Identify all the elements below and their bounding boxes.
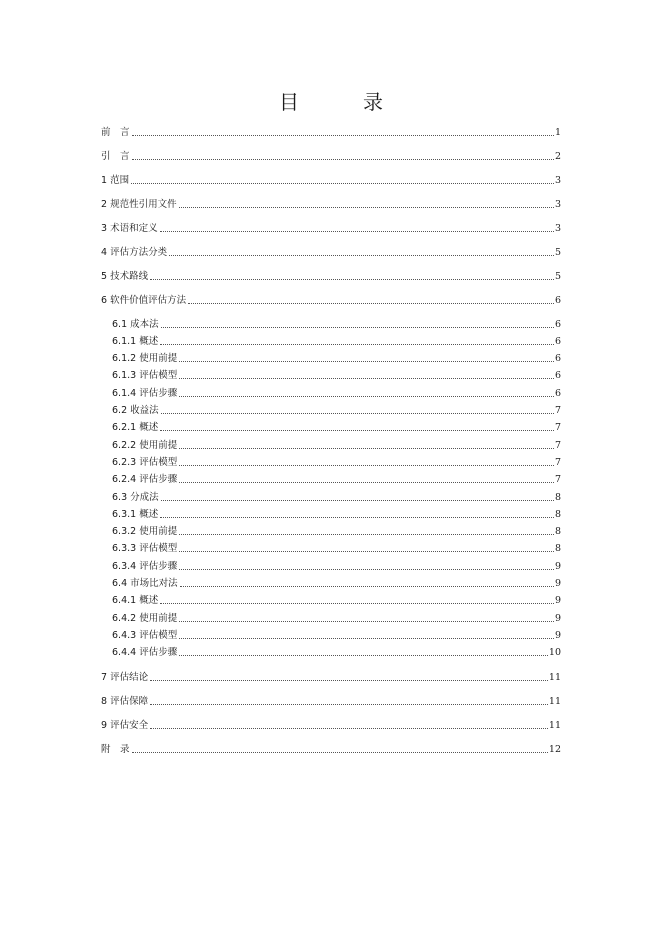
toc-entry-page: 5 xyxy=(554,247,561,258)
toc-entry-label: 5 技术路线 xyxy=(101,271,149,282)
toc-entry-page: 8 xyxy=(554,543,561,554)
toc-entry[interactable] xyxy=(101,173,561,187)
toc-entry[interactable] xyxy=(112,368,561,382)
toc-entry-page: 9 xyxy=(554,630,561,641)
dot-leader xyxy=(180,585,554,587)
toc-entry-page: 12 xyxy=(548,744,561,755)
dot-leader xyxy=(179,395,554,397)
dot-leader xyxy=(132,158,554,160)
toc-entry-label: 6.3.3 评估模型 xyxy=(112,543,178,554)
toc-entry-page: 9 xyxy=(554,578,561,589)
toc-entry-page: 9 xyxy=(554,595,561,606)
toc-entry-page: 6 xyxy=(554,353,561,364)
dot-leader xyxy=(179,464,554,466)
dot-leader xyxy=(160,230,554,232)
toc-entry-label: 3 术语和定义 xyxy=(101,223,158,234)
toc-entry-label: 6.4.3 评估模型 xyxy=(112,630,178,641)
dot-leader xyxy=(161,326,554,328)
toc-entry[interactable] xyxy=(101,293,561,307)
dot-leader xyxy=(132,134,554,136)
toc-entry[interactable] xyxy=(112,386,561,400)
toc-entry[interactable] xyxy=(101,221,561,235)
toc-entry-label: 6.3.4 评估步骤 xyxy=(112,561,178,572)
toc-entry[interactable] xyxy=(112,524,561,538)
toc-entry-label: 6.2.4 评估步骤 xyxy=(112,474,178,485)
toc-entry-page: 6 xyxy=(554,370,561,381)
toc-entry[interactable] xyxy=(101,149,561,163)
toc-entry[interactable] xyxy=(101,694,561,708)
dot-leader xyxy=(179,481,554,483)
dot-leader xyxy=(179,447,554,449)
toc-title: 目 录 xyxy=(279,90,405,114)
dot-leader xyxy=(150,278,554,280)
toc-entry-page: 3 xyxy=(554,175,561,186)
toc-entry-label: 8 评估保障 xyxy=(101,696,149,707)
toc-entry[interactable] xyxy=(112,645,561,659)
toc-entry-label: 前 言 xyxy=(101,127,130,138)
toc-entry[interactable] xyxy=(112,472,561,486)
toc-entry[interactable] xyxy=(112,403,561,417)
toc-entry-label: 6.1 成本法 xyxy=(112,319,159,330)
toc-entry-label: 6.3.2 使用前提 xyxy=(112,526,178,537)
toc-entry-page: 6 xyxy=(554,295,561,306)
toc-entry-label: 附 录 xyxy=(101,744,130,755)
toc-entry-label: 6.1.3 评估模型 xyxy=(112,370,178,381)
toc-entry-label: 6.2 收益法 xyxy=(112,405,159,416)
toc-entry-label: 7 评估结论 xyxy=(101,672,149,683)
toc-entry-page: 7 xyxy=(554,422,561,433)
dot-leader xyxy=(132,751,548,753)
toc-entry-page: 6 xyxy=(554,388,561,399)
toc-entry[interactable] xyxy=(101,197,561,211)
toc-entry[interactable] xyxy=(112,559,561,573)
toc-entry[interactable] xyxy=(112,420,561,434)
toc-entry-page: 3 xyxy=(554,223,561,234)
toc-entry-page: 6 xyxy=(554,319,561,330)
toc-entry-page: 7 xyxy=(554,474,561,485)
toc-entry[interactable] xyxy=(112,334,561,348)
toc-entry[interactable] xyxy=(112,351,561,365)
toc-entry[interactable] xyxy=(101,245,561,259)
toc-entry-label: 6.1.1 概述 xyxy=(112,336,159,347)
toc-entry-label: 1 范围 xyxy=(101,175,130,186)
toc-entry-page: 2 xyxy=(554,151,561,162)
toc-entry-label: 6 软件价值评估方法 xyxy=(101,295,187,306)
toc-entry[interactable] xyxy=(112,576,561,590)
toc-entry[interactable] xyxy=(112,541,561,555)
toc-entry-page: 11 xyxy=(548,672,561,683)
toc-entry-page: 8 xyxy=(554,526,561,537)
dot-leader xyxy=(169,254,554,256)
toc-entry-page: 10 xyxy=(548,647,561,658)
toc-entry[interactable] xyxy=(112,438,561,452)
toc-entry-page: 7 xyxy=(554,405,561,416)
toc-entry[interactable] xyxy=(101,742,561,756)
toc-entry-label: 6.4 市场比对法 xyxy=(112,578,178,589)
dot-leader xyxy=(161,499,554,501)
toc-entry[interactable] xyxy=(112,611,561,625)
toc-entry[interactable] xyxy=(101,125,561,139)
toc-entry-label: 6.1.4 评估步骤 xyxy=(112,388,178,399)
dot-leader xyxy=(179,550,554,552)
dot-leader xyxy=(161,412,554,414)
toc-entry[interactable] xyxy=(112,455,561,469)
toc-entry-label: 6.4.2 使用前提 xyxy=(112,613,178,624)
toc-entry-page: 9 xyxy=(554,561,561,572)
toc-entry-label: 6.1.2 使用前提 xyxy=(112,353,178,364)
dot-leader xyxy=(179,568,554,570)
toc-entry-page: 8 xyxy=(554,509,561,520)
dot-leader xyxy=(160,343,554,345)
dot-leader xyxy=(179,533,554,535)
toc-entry-page: 3 xyxy=(554,199,561,210)
dot-leader xyxy=(179,206,554,208)
toc-entry-page: 6 xyxy=(554,336,561,347)
toc-entry-label: 6.3 分成法 xyxy=(112,492,159,503)
toc-entry-page: 5 xyxy=(554,271,561,282)
dot-leader xyxy=(150,703,548,705)
toc-entry-label: 6.2.2 使用前提 xyxy=(112,440,178,451)
dot-leader xyxy=(160,429,554,431)
toc-entry-label: 6.4.1 概述 xyxy=(112,595,159,606)
dot-leader xyxy=(131,182,554,184)
dot-leader xyxy=(179,360,554,362)
toc-entry-label: 6.4.4 评估步骤 xyxy=(112,647,178,658)
toc-entry-page: 8 xyxy=(554,492,561,503)
toc-entry-page: 11 xyxy=(548,720,561,731)
toc-entry[interactable] xyxy=(112,593,561,607)
toc-entry[interactable] xyxy=(112,490,561,504)
dot-leader xyxy=(150,727,548,729)
dot-leader xyxy=(188,302,554,304)
toc-entry[interactable] xyxy=(112,317,561,331)
dot-leader xyxy=(179,377,554,379)
dot-leader xyxy=(160,602,554,604)
toc-entry-label: 引 言 xyxy=(101,151,130,162)
dot-leader xyxy=(150,679,548,681)
toc-entry-page: 7 xyxy=(554,457,561,468)
toc-entry-label: 6.2.1 概述 xyxy=(112,422,159,433)
toc-entry-page: 1 xyxy=(554,127,561,138)
toc-entry[interactable] xyxy=(112,507,561,521)
toc-entry-label: 6.3.1 概述 xyxy=(112,509,159,520)
toc-entry[interactable] xyxy=(112,628,561,642)
toc-entry-label: 6.2.3 评估模型 xyxy=(112,457,178,468)
toc-entry-label: 4 评估方法分类 xyxy=(101,247,168,258)
toc-entry[interactable] xyxy=(101,269,561,283)
dot-leader xyxy=(179,637,554,639)
toc-entry-label: 2 规范性引用文件 xyxy=(101,199,177,210)
dot-leader xyxy=(179,654,548,656)
toc-entry-page: 7 xyxy=(554,440,561,451)
dot-leader xyxy=(160,516,554,518)
dot-leader xyxy=(179,620,554,622)
toc-entry[interactable] xyxy=(101,670,561,684)
toc-entry-page: 9 xyxy=(554,613,561,624)
toc-entry[interactable] xyxy=(101,718,561,732)
toc-entry-label: 9 评估安全 xyxy=(101,720,149,731)
toc-entry-page: 11 xyxy=(548,696,561,707)
